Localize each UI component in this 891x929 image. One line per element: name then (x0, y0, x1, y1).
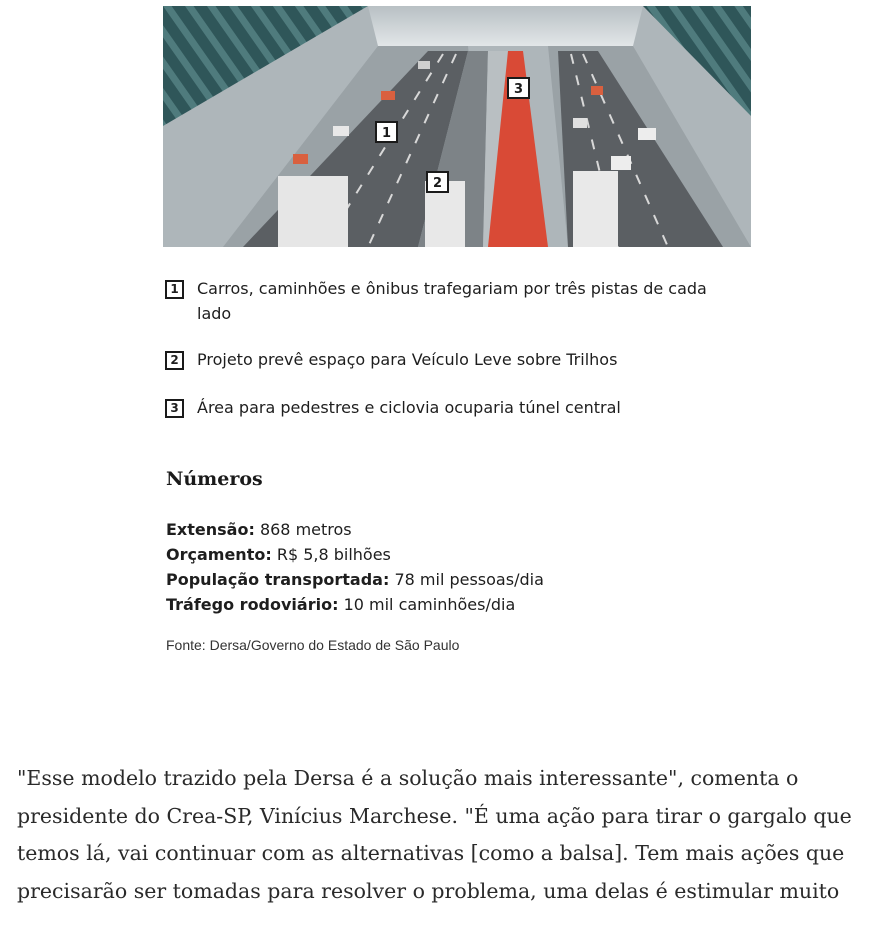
callout-1-label: 1 (381, 126, 392, 141)
legend-text: Projeto prevê espaço para Veículo Leve sobre Trilhos (197, 350, 618, 369)
legend-number-badge: 1 (165, 280, 184, 299)
car (591, 86, 603, 95)
car (611, 156, 631, 170)
source-credit: Fonte: Dersa/Governo do Estado de São Paulo (166, 637, 460, 653)
car (333, 126, 349, 136)
stats-list (166, 517, 726, 617)
stat-label: Orçamento: (166, 545, 272, 564)
stat-value: 10 mil caminhões/dia (338, 595, 516, 614)
legend-item-3 (165, 395, 717, 420)
car (418, 61, 430, 69)
legend-number-badge: 2 (165, 351, 184, 370)
legend-number-badge: 3 (165, 399, 184, 418)
legend-text: Carros, caminhões e ônibus trafegariam por três pistas de cada lado (197, 279, 707, 323)
stat-value: 868 metros (254, 520, 352, 539)
legend-item-1 (165, 276, 717, 326)
numbers-section (166, 467, 726, 653)
callout-3 (508, 78, 529, 98)
article-paragraph: "Esse modelo trazido pela Dersa é a solução mais interessante", comenta o presidente do Crea-SP, Vinícius Marchese. "É uma ação para tirar o gargalo que temos lá, vai continuar com as alternativas [como a balsa]. Tem mais ações que precisarão ser tomadas para resolver o problema, uma delas é estimular muito (17, 766, 852, 903)
stat-budget (166, 542, 726, 567)
numbers-heading: Números (166, 468, 263, 490)
stat-population (166, 567, 726, 592)
tunnel-illustration (163, 6, 751, 247)
stat-label: Tráfego rodoviário: (166, 595, 339, 614)
car (573, 118, 587, 128)
stat-value: 78 mil pessoas/dia (389, 570, 544, 589)
tunnel-roof (368, 6, 643, 46)
truck (278, 176, 348, 247)
tunnel-infographic (163, 6, 751, 247)
stat-traffic (166, 592, 726, 617)
stat-value: R$ 5,8 bilhões (271, 545, 391, 564)
stat-label: População transportada: (166, 570, 390, 589)
bus (573, 171, 618, 247)
callout-1 (376, 122, 397, 142)
car (293, 154, 308, 164)
stat-length (166, 517, 726, 542)
car (381, 91, 395, 100)
legend-item-2 (165, 347, 717, 372)
stat-label: Extensão: (166, 520, 255, 539)
car (638, 128, 656, 140)
callout-3-label: 3 (513, 82, 524, 97)
callout-2 (427, 172, 448, 192)
legend-text: Área para pedestres e ciclovia ocuparia túnel central (197, 398, 621, 417)
callout-2-label: 2 (432, 176, 443, 191)
